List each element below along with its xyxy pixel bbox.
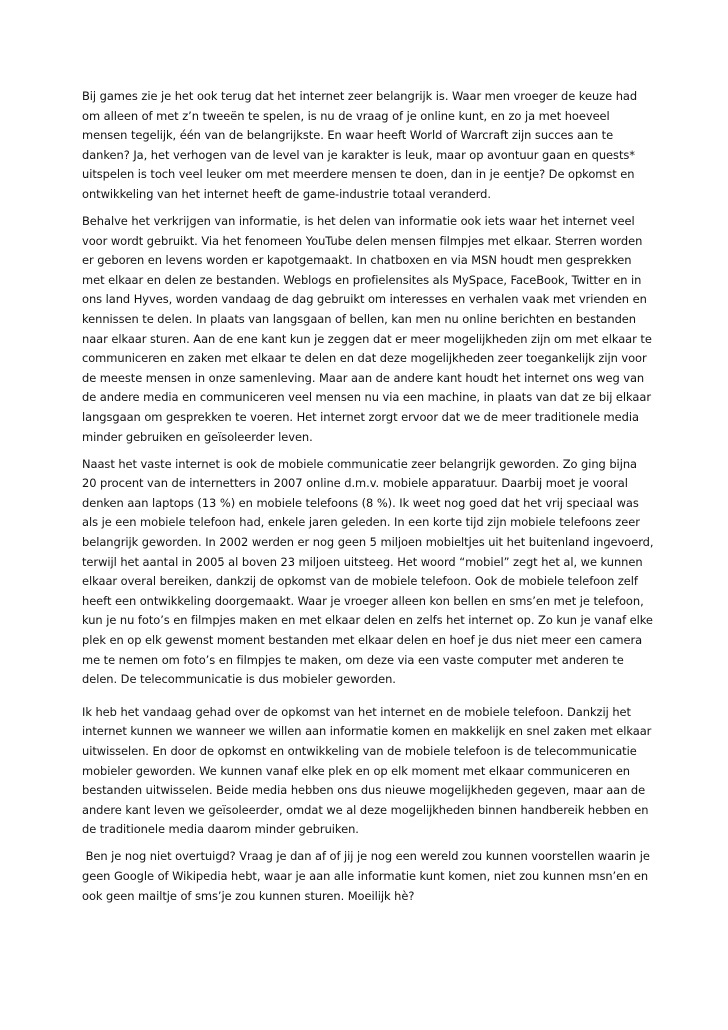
paragraph-mobile: Naast het vaste internet is ook de mobiele communicatie zeer belangrijk geworden. Zo ging bijna 20 procent van de internetters in 2007 online d.m.v. mobiele apparatuur. Daarbij moet je vooral denken aan laptops (13 %) en mobiele telefoons (8 %). Ik weet nog goed dat het vrij speciaal was als je een mobiele telefoon had, enkele jaren geleden. In een korte tijd zijn mobiele telefoons zeer belangrijk geworden. In 2002 werden er nog geen 5 miljoen mobieltjes uit het buitenland ingevoerd, terwijl het aantal in 2005 al boven 23 miljoen uitsteeg. Het woord “mobiel” zegt het al, we kunnen elkaar overal bereiken, dankzij de opkomst van de mobiele telefoon. Ook de mobiele telefoon zelf heeft een ontwikkeling doorgemaakt. Waar je vroeger alleen kon bellen en sms’en met je telefoon, kun je nu foto’s en filmpjes maken en met elkaar delen en zelfs het internet op. Zo kun je vanaf elke plek en op elk gewenst moment bestanden met elkaar delen en hoef je dus niet meer een camera me te nemen om foto’s en filmpjes te maken, om deze via een vaste computer met anderen te delen. De telecommunicatie is dus mobieler geworden. — [82, 456, 654, 687]
paragraph-conclusion: Ik heb het vandaag gehad over de opkomst van het internet en de mobiele telefoon. Dankzij het internet kunnen we wanneer we willen aan informatie komen en makkelijk en snel zaken met elkaar uitwisselen. En door de opkomst en ontwikkeling van de mobiele telefoon is de telecommunicatie mobieler geworden. We kunnen vanaf elke plek en op elk moment met elkaar communiceren en bestanden uitwisselen. Beide media hebben ons dus nieuwe mogelijkheden gegeven, maar aan de andere kant leven we geïsoleerder, omdat we al deze mogelijkheden binnen handbereik hebben en de traditionele media daarom minder gebruiken. — [82, 704, 652, 837]
paragraph-games: Bij games zie je het ook terug dat het internet zeer belangrijk is. Waar men vroeger de keuze had om alleen of met z’n tweeën te spelen, is nu de vraag of je online kunt, en zo ja met hoeveel mensen tegelijk, één van de belangrijkste. En waar heeft World of Warcraft zijn succes aan te danken? Ja, het verhogen van de level van je karakter is leuk, maar op avontuur gaan en quests* uitspelen is toch veel leuker om met meerdere mensen te doen, dan in je eentje? De opkomst en ontwikkeling van het internet heeft de game-industrie totaal veranderd. — [82, 89, 638, 201]
paragraph-closing-question: Ben je nog niet overtuigd? Vraag je dan af of jij je nog een wereld zou kunnen voorstellen waarin je geen Google of Wikipedia hebt, waar je aan alle informatie kunt komen, niet zou kunnen msn’en en ook geen mailtje of sms’je zou kunnen sturen. Moeilijk hè? — [82, 849, 654, 903]
paragraph-sharing: Behalve het verkrijgen van informatie, is het delen van informatie ook iets waar het internet veel voor wordt gebruikt. Via het fenomeen YouTube delen mensen filmpjes met elkaar. Sterren worden er geboren en levens worden er kapotgemaakt. In chatboxen en via MSN houdt men gesprekken met elkaar en delen ze bestanden. Weblogs en profielensites als MySpace, FaceBook, Twitter en in ons land Hyves, worden vandaag de dag gebruikt om interesses en verhalen vaak met vrienden en kennissen te delen. In plaats van langsgaan of bellen, kan men nu online berichten en bestanden naar elkaar sturen. Aan de ene kant kun je zeggen dat er meer mogelijkheden zijn om met elkaar te communiceren en zaken met elkaar te delen en dat deze mogelijkheden zeer toegankelijk zijn voor de meeste mensen in onze samenleving. Maar aan de andere kant houdt het internet ons weg van de andere media en communiceren veel mensen nu via een machine, in plaats van dat ze bij elkaar langsgaan om gesprekken te voeren. Het internet zorgt ervoor dat we de meer traditionele media minder gebruiken en geïsoleerder leven. — [82, 214, 652, 444]
document-page — [82, 87, 654, 914]
